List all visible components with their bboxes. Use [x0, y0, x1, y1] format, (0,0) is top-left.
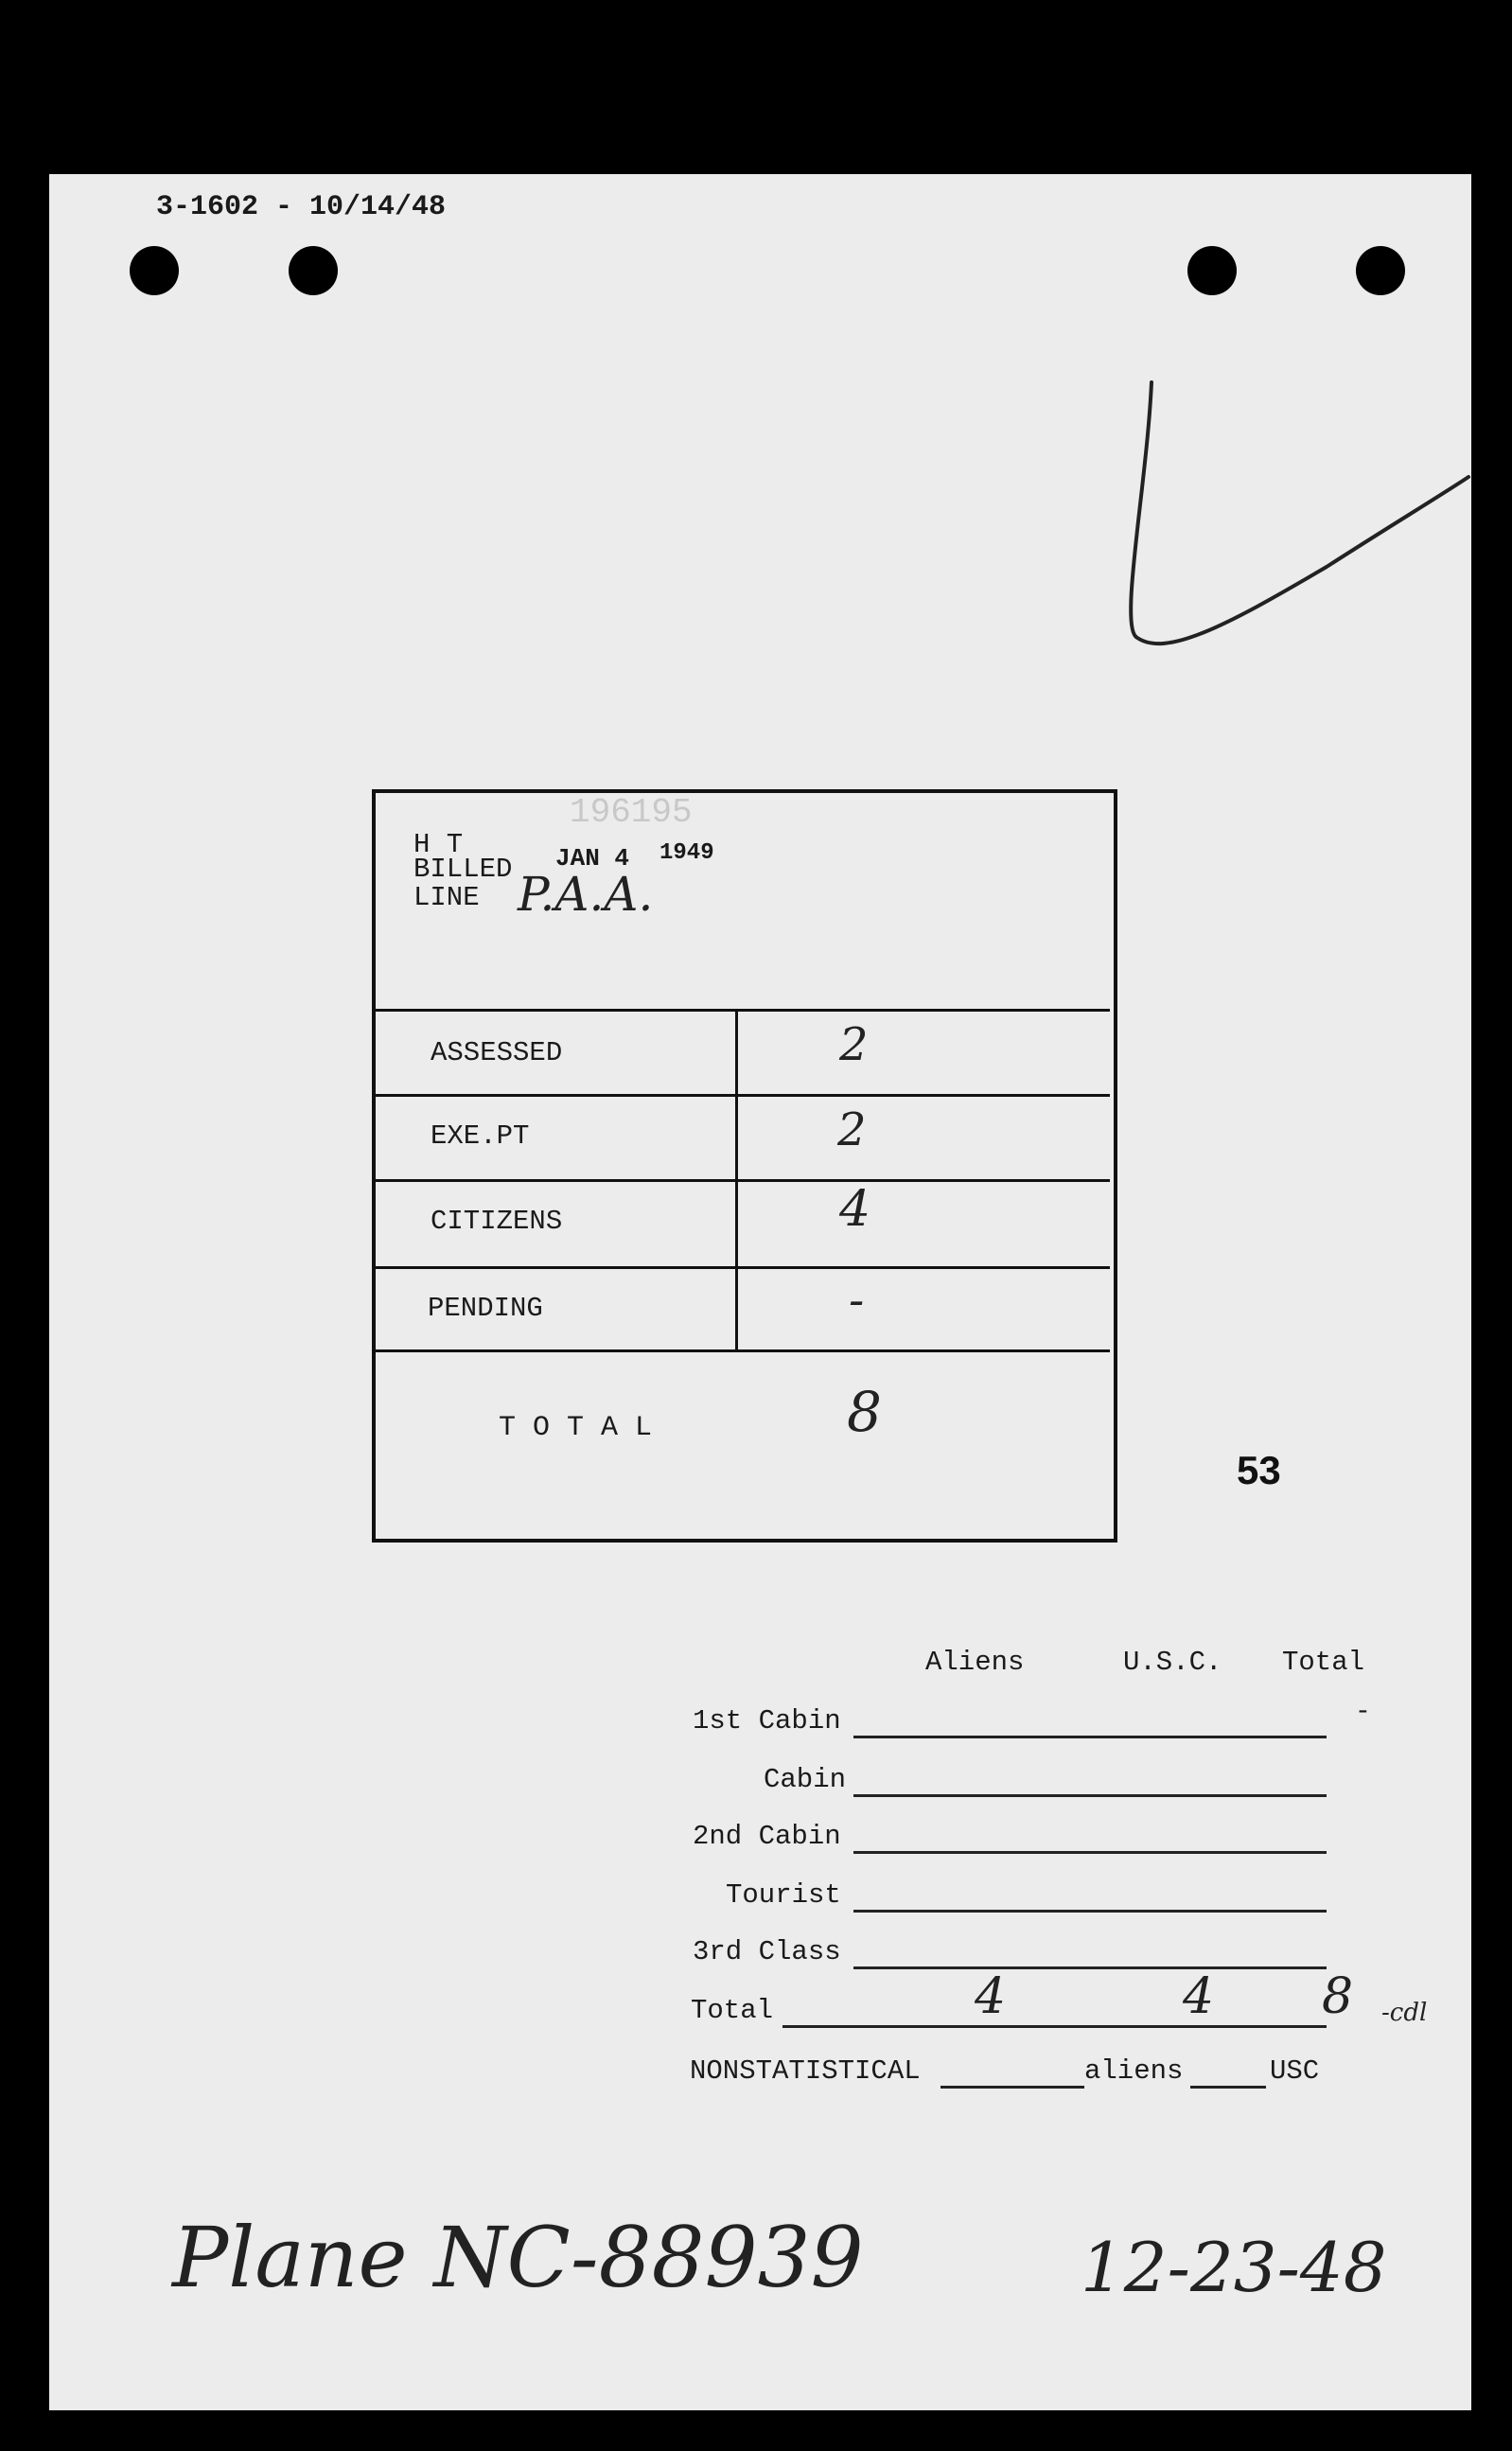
row-aliens-total: 4: [975, 1968, 1007, 2025]
row-grand-total: 8: [1322, 1968, 1354, 2025]
divider: [376, 1094, 1110, 1097]
row-value-citizens: 4: [839, 1181, 871, 1238]
divider: [376, 1349, 1110, 1352]
column-header-aliens: Aliens: [925, 1647, 1025, 1678]
row-usc-total: 4: [1183, 1968, 1215, 2025]
row-label-pending: PENDING: [428, 1293, 543, 1324]
row-label-assessed: ASSESSED: [431, 1037, 563, 1068]
row-label-3rd-class: 3rd Class: [693, 1936, 841, 1967]
row-value-exempt: 2: [837, 1103, 867, 1156]
divider: [376, 1266, 1110, 1269]
row-value-assessed: 2: [839, 1018, 869, 1071]
fill-line: [941, 2086, 1084, 2089]
document-page: [49, 174, 1471, 2410]
aliens-label: aliens: [1084, 2055, 1184, 2087]
stamp-serial: 196195: [570, 793, 693, 832]
punch-hole-1: [130, 246, 179, 295]
punch-hole-4: [1356, 246, 1405, 295]
row-label-exempt: EXE.PT: [431, 1120, 530, 1152]
divider: [376, 1179, 1110, 1182]
fill-line: [853, 1910, 1327, 1913]
row-label-total: Total: [691, 1995, 774, 2026]
fill-line: [782, 2025, 1327, 2028]
row-total-1st-cabin: -: [1355, 1698, 1371, 1727]
column-header-usc: U.S.C.: [1123, 1647, 1222, 1678]
row-label-2nd-cabin: 2nd Cabin: [693, 1821, 841, 1852]
stamp-date: JAN 4: [555, 844, 630, 873]
row-value-pending: -: [849, 1274, 865, 1327]
column-divider: [735, 1009, 738, 1349]
row-label-citizens: CITIZENS: [431, 1206, 563, 1237]
total-label: T O T A L: [499, 1412, 653, 1444]
usc-label: USC: [1270, 2055, 1320, 2087]
fill-line: [853, 1736, 1327, 1738]
page-number: 53: [1237, 1448, 1281, 1492]
fill-line: [853, 1966, 1327, 1969]
date-note: 12-23-48: [1081, 2228, 1387, 2307]
divider: [376, 1009, 1110, 1012]
nonstatistical-label: NONSTATISTICAL: [690, 2055, 921, 2087]
total-initials: -cdl: [1381, 1999, 1428, 2027]
punch-hole-2: [289, 246, 338, 295]
total-value: 8: [847, 1380, 882, 1444]
fill-line: [853, 1851, 1327, 1854]
stamp-line-label: LINE: [413, 882, 480, 913]
fill-line: [1190, 2086, 1266, 2089]
fill-line: [853, 1794, 1327, 1797]
row-label-cabin: Cabin: [764, 1764, 847, 1795]
column-header-total: Total: [1282, 1647, 1365, 1678]
plane-note: Plane NC-88939: [172, 2209, 864, 2306]
row-label-1st-cabin: 1st Cabin: [693, 1705, 841, 1737]
stamp-line-value: P.A.A.: [518, 867, 654, 922]
punch-hole-3: [1187, 246, 1237, 295]
summary-box: [372, 789, 1117, 1543]
check-mark-icon: [1081, 373, 1478, 846]
form-number: 3-1602 - 10/14/48: [156, 191, 447, 223]
stamp-year: 1949: [659, 840, 714, 866]
stamp-ht: H T: [413, 829, 464, 860]
stamp-billed: BILLED: [413, 854, 513, 885]
row-label-tourist: Tourist: [726, 1879, 841, 1911]
